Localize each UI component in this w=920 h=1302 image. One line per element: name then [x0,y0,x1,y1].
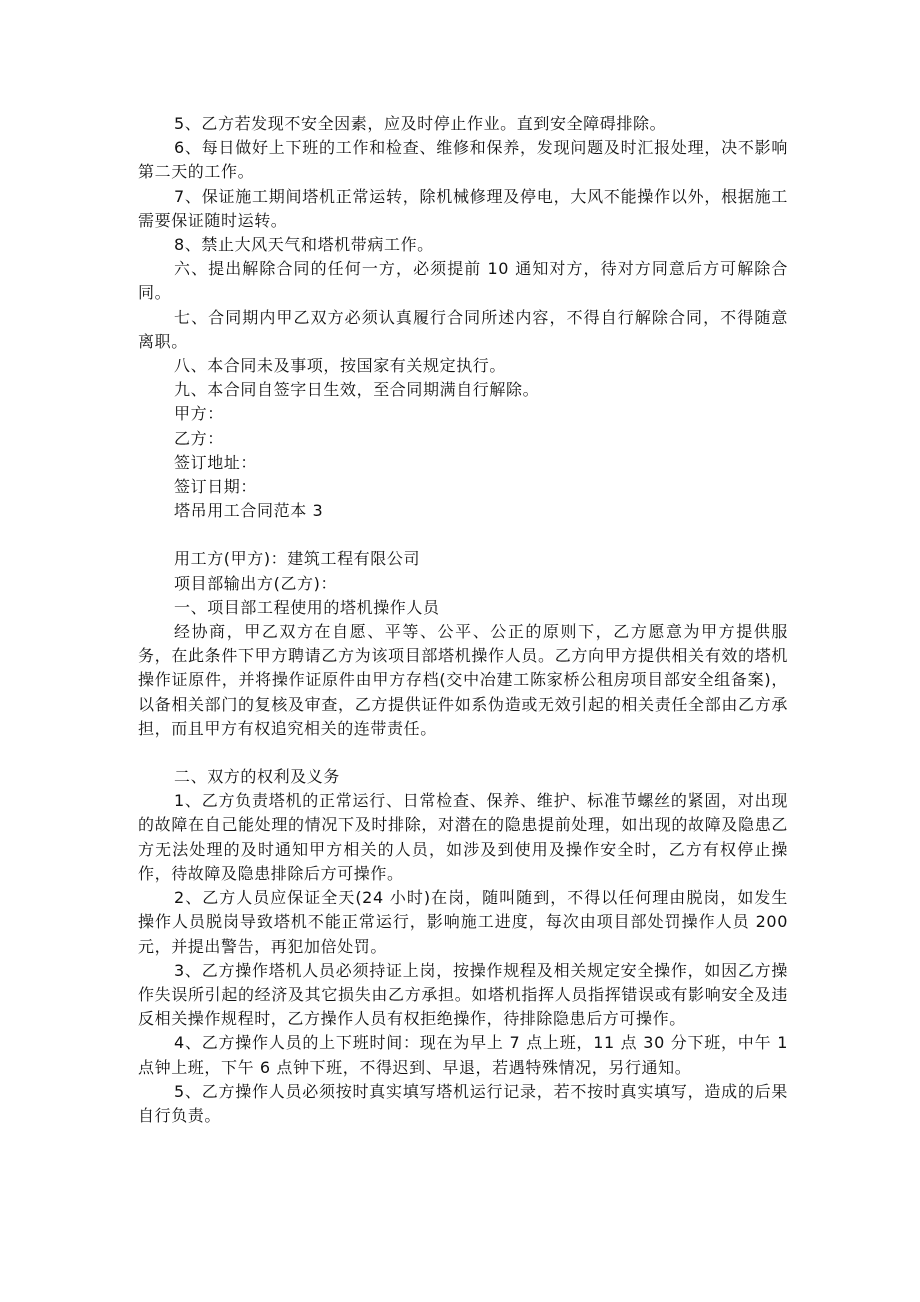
clause-7-operation: 7、保证施工期间塔机正常运转，除机械修理及停电，大风不能操作以外，根据施工需要保证随时运转。 [138,186,788,230]
duty-1-maintenance: 1、乙方负责塔机的正常运行、日常检查、保养、维护、标准节螺丝的紧固，对出现的故障在自己能处理的情况下及时排除，对潜在的隐患提前处理，如出现的故障及隐患乙方无法处理的及时通知甲方相关的人员，如涉及到使用及操作安全时，乙方有权停止操作，待故障及隐患排除后方可操作。 [138,791,788,883]
clause-8-weather: 8、禁止大风天气和塔机带病工作。 [174,235,434,255]
duty-3-certification: 3、乙方操作塔机人员必须持证上岗，按操作规程及相关规定安全操作，如因乙方操作失误所引起的经济及其它损失由乙方承担。如塔机指挥人员指挥错误或有影响安全及违反相关操作规程时，乙方操作人员有权拒绝操作，待排除隐患后方可操作。 [138,960,788,1029]
duty-5-records: 5、乙方操作人员必须按时真实填写塔机运行记录，若不按时真实填写，造成的后果自行负责。 [138,1081,788,1125]
employer-party-a: 用工方(甲方)：建筑工程有限公司 [174,549,421,569]
section-1-body: 经协商，甲乙双方在自愿、平等、公平、公正的原则下，乙方愿意为甲方提供服务，在此条件下甲方聘请乙方为该项目部塔机操作人员。乙方向甲方提供相关有效的塔机操作证原件，并将操作证原件由甲方存档(交中冶建工陈家桥公租房项目部安全组备案)，以备相关部门的复核及审查，乙方提供证件如系伪造或无效引起的相关责任全部由乙方承担，而且甲方有权追究相关的连带责任。 [138,622,788,738]
section-1-heading: 一、项目部工程使用的塔机操作人员 [174,597,440,617]
party-a-signature-line: 甲方： [174,404,224,424]
signing-address-line: 签订地址： [174,452,258,472]
duty-2-on-duty: 2、乙方人员应保证全天(24 小时)在岗，随叫随到，不得以任何理由脱岗，如发生操作人员脱岗导致塔机不能正常运行，影响施工进度，每次由项目部处罚操作人员 200 元，并提出警告，再犯加倍处罚。 [138,888,788,956]
provider-party-b: 项目部输出方(乙方)： [174,573,338,593]
section-6-termination: 六、提出解除合同的任何一方，必须提前 10 通知对方，待对方同意后方可解除合同。 [138,259,788,303]
section-2-heading: 二、双方的权利及义务 [174,767,341,787]
duty-4-working-hours: 4、乙方操作人员的上下班时间：现在为早上 7 点上班，11 点 30 分下班，中午 1 点钟上班，下午 6 点钟下班，不得迟到、早退，若遇特殊情况，另行通知。 [138,1033,788,1077]
section-7-performance: 七、合同期内甲乙双方必须认真履行合同所述内容，不得自行解除合同，不得随意离职。 [138,307,788,351]
section-9-effective: 九、本合同自签字日生效，至合同期满自行解除。 [174,380,540,400]
template-3-title: 塔吊用工合同范本 3 [174,501,324,521]
signing-date-line: 签订日期： [174,477,258,497]
party-b-signature-line: 乙方： [174,428,224,448]
clause-5-safety: 5、乙方若发现不安全因素，应及时停止作业。直到安全障碍排除。 [174,114,667,133]
section-8-unmentioned: 八、本合同未及事项，按国家有关规定执行。 [174,356,507,376]
clause-6-daily-check: 6、每日做好上下班的工作和检查、维修和保养，发现问题及时汇报处理，决不影响第二天的工作。 [138,138,788,182]
document-body [138,112,788,1128]
